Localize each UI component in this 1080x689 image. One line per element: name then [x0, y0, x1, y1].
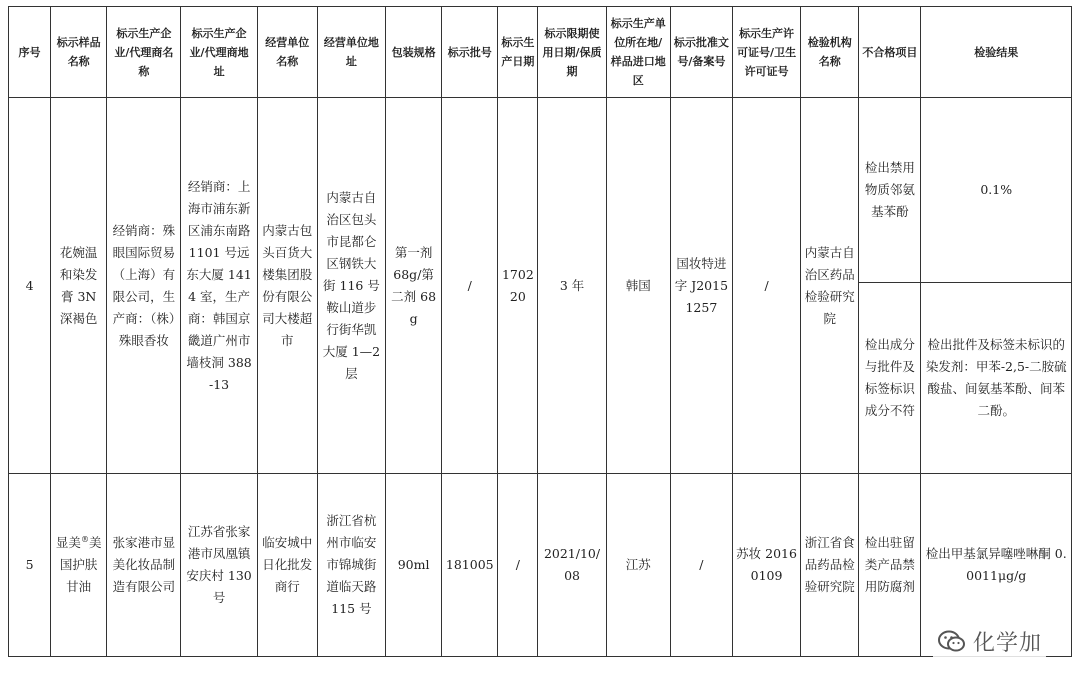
watermark	[933, 624, 1046, 659]
header-approval: 标示批准文号/备案号	[670, 7, 732, 98]
watermark-text: 化学加	[972, 631, 1042, 656]
header-seller: 经营单位名称	[257, 7, 317, 98]
header-license: 标示生产许可证号/卫生许可证号	[732, 7, 800, 98]
header-lab: 检验机构名称	[801, 7, 859, 98]
company-name: 经销商：殊眼国际贸易（上海）有限公司，生产商：（株）殊眼香妆	[107, 98, 181, 474]
company-address: 江苏省张家港市凤凰镇安庆村 130 号	[181, 474, 257, 657]
header-origin: 标示生产单位所在地/样品进口地区	[606, 7, 670, 98]
company-address: 经销商：上海市浦东新区浦东南路 1101 号远东大厦 1414 室，生产商：韩国京畿道广州市墙枝洞 388-13	[181, 98, 257, 474]
batch-no: 181005	[442, 474, 498, 657]
registered-mark: ®	[80, 534, 89, 544]
company-name: 张家港市显美化妆品制造有限公司	[107, 474, 181, 657]
license-no: /	[732, 98, 800, 474]
header-batch: 标示批号	[442, 7, 498, 98]
origin: 韩国	[606, 98, 670, 474]
sample-name-rest: 美国护肤甘油	[59, 535, 102, 594]
table-row	[9, 98, 1072, 283]
table-row	[9, 474, 1072, 657]
shelf-life: 2021/10/08	[538, 474, 606, 657]
package-spec: 第一剂 68g/第二剂 68g	[386, 98, 442, 474]
row-no: 4	[9, 98, 51, 474]
header-prod-date: 标示生产日期	[498, 7, 538, 98]
package-spec: 90ml	[386, 474, 442, 657]
approval-no: /	[670, 474, 732, 657]
inspection-table	[8, 6, 1072, 657]
seller-name: 临安城中日化批发商行	[257, 474, 317, 657]
seller-address: 浙江省杭州市临安市锦城街道临天路 115 号	[317, 474, 385, 657]
failed-item: 检出驻留类产品禁用防腐剂	[859, 474, 921, 657]
header-sample-name: 标示样品名称	[51, 7, 107, 98]
sample-name: 花婉温和染发膏 3N 深褐色	[51, 98, 107, 474]
shelf-life: 3 年	[538, 98, 606, 474]
test-result: 0.1%	[921, 98, 1072, 283]
header-company: 标示生产企业/代理商名称	[107, 7, 181, 98]
license-no: 苏妆 20160109	[732, 474, 800, 657]
lab-name: 内蒙古自治区药品检验研究院	[801, 98, 859, 474]
header-company-address: 标示生产企业/代理商地址	[181, 7, 257, 98]
test-result: 检出甲基氯异噻唑啉酮 0.0011μg/g	[921, 474, 1072, 657]
prod-date: 170220	[498, 98, 538, 474]
origin: 江苏	[606, 474, 670, 657]
sample-name-brand: 显美	[55, 535, 81, 550]
header-seller-address: 经营单位地址	[317, 7, 385, 98]
batch-no: /	[442, 98, 498, 474]
prod-date: /	[498, 474, 538, 657]
approval-no: 国妆特进字 J20151257	[670, 98, 732, 474]
header-result: 检验结果	[921, 7, 1072, 98]
row-no: 5	[9, 474, 51, 657]
header-row	[9, 7, 1072, 98]
header-shelf-life: 标示限期使用日期/保质期	[538, 7, 606, 98]
header-package: 包装规格	[386, 7, 442, 98]
failed-item: 检出禁用物质邻氨基苯酚	[859, 98, 921, 283]
wechat-logo-icon	[937, 629, 967, 655]
header-no: 序号	[9, 7, 51, 98]
lab-name: 浙江省食品药品检验研究院	[801, 474, 859, 657]
test-result: 检出批件及标签未标识的染发剂：甲苯-2,5-二胺硫酸盐、间氨基苯酚、间苯二酚。	[921, 283, 1072, 474]
sample-name	[51, 474, 107, 657]
seller-name: 内蒙古包头百货大楼集团股份有限公司大楼超市	[257, 98, 317, 474]
header-failed-item: 不合格项目	[859, 7, 921, 98]
seller-address: 内蒙古自治区包头市昆都仑区钢铁大街 116 号鞍山道步行街华凯大厦 1—2 层	[317, 98, 385, 474]
failed-item: 检出成分与批件及标签标识成分不符	[859, 283, 921, 474]
